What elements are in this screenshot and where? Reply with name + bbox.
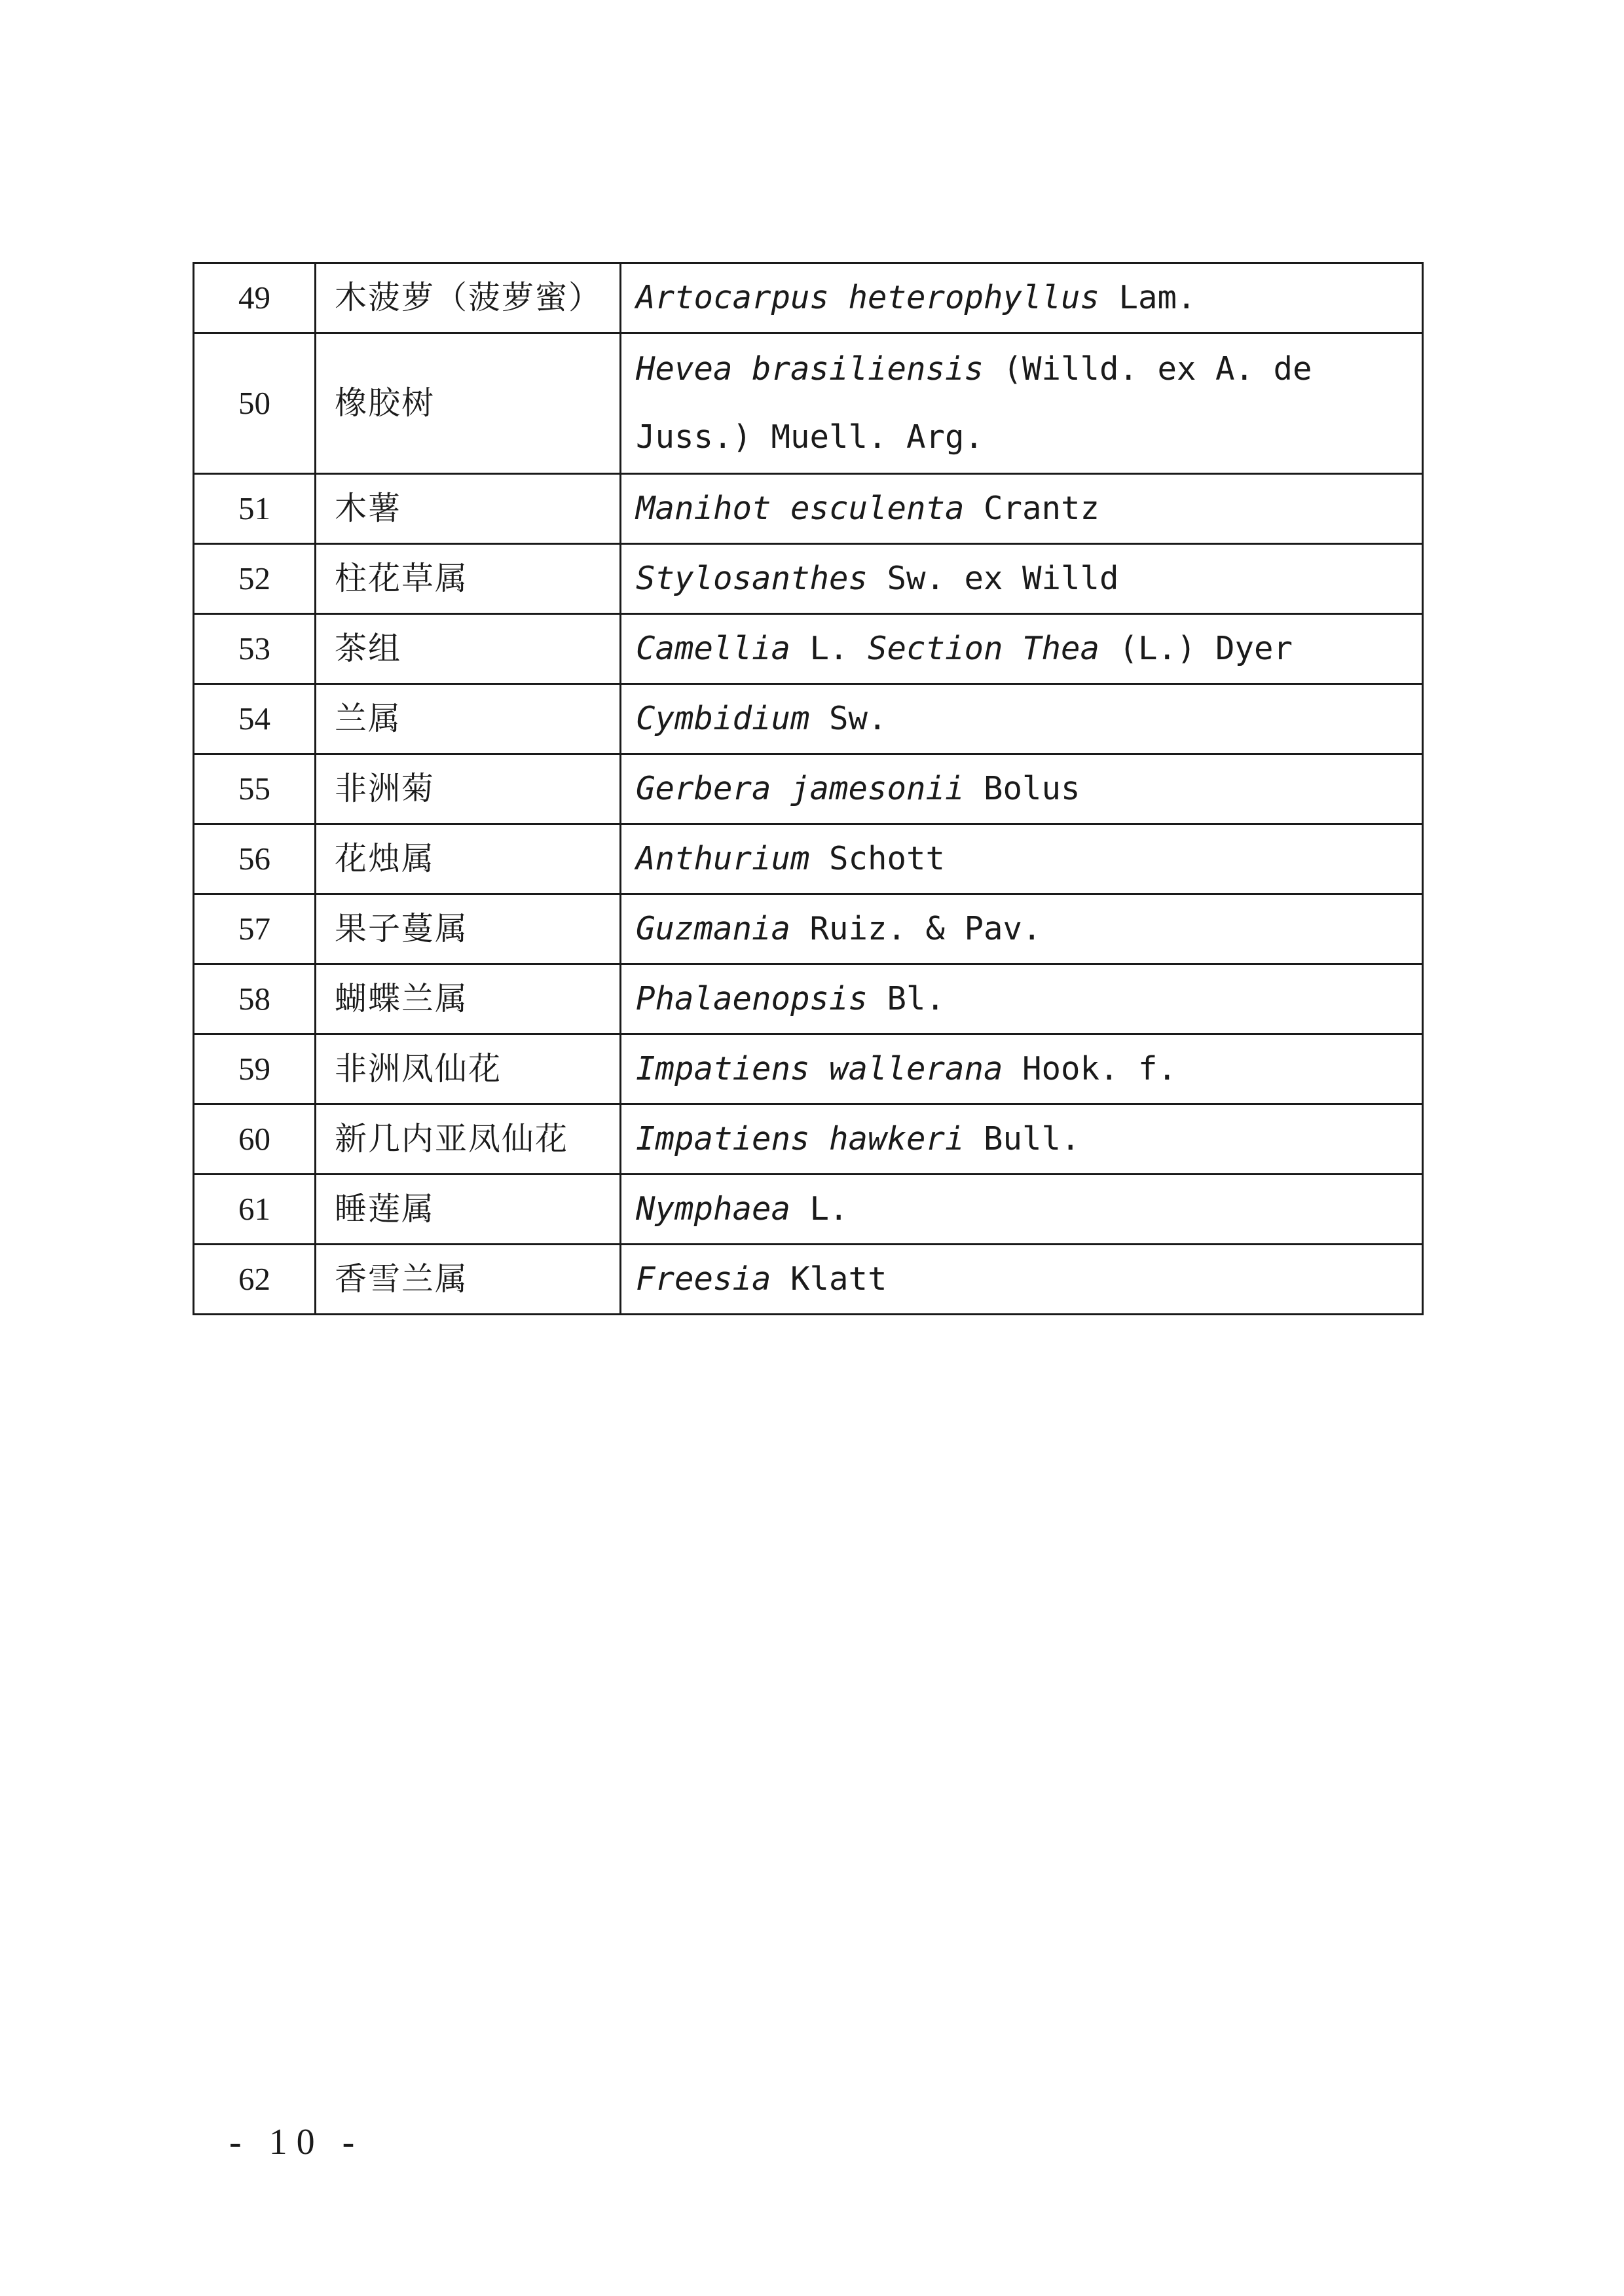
table-row bbox=[194, 474, 1423, 544]
scientific-name-author: L. bbox=[790, 630, 868, 667]
table-row bbox=[194, 544, 1423, 614]
scientific-name bbox=[621, 1175, 1423, 1245]
species-table bbox=[193, 262, 1424, 1315]
scientific-name-italic: Impatiens wallerana bbox=[636, 1050, 1003, 1087]
scientific-name bbox=[621, 474, 1423, 544]
scientific-name-author: Bl. bbox=[868, 980, 946, 1017]
scientific-name bbox=[621, 263, 1423, 333]
row-number: 50 bbox=[194, 333, 316, 474]
scientific-name-italic: Freesia bbox=[636, 1260, 771, 1298]
scientific-name-italic: Cymbidium bbox=[636, 700, 810, 737]
table-row bbox=[194, 614, 1423, 684]
chinese-name: 茶组 bbox=[316, 614, 621, 684]
chinese-name: 香雪兰属 bbox=[316, 1245, 621, 1315]
chinese-name: 柱花草属 bbox=[316, 544, 621, 614]
table-row bbox=[194, 1245, 1423, 1315]
row-number: 51 bbox=[194, 474, 316, 544]
scientific-name-author: (Willd. ex A. de Juss.) Muell. Arg. bbox=[636, 350, 1312, 456]
scientific-name-author: Sw. ex Willd bbox=[868, 560, 1119, 597]
scientific-name-author: Schott bbox=[809, 840, 946, 877]
scientific-name-italic: Hevea brasiliensis bbox=[636, 350, 984, 388]
scientific-name-italic: Anthurium bbox=[636, 840, 810, 877]
scientific-name-author: Hook. f. bbox=[1003, 1050, 1177, 1087]
chinese-name: 花烛属 bbox=[316, 824, 621, 894]
scientific-name-italic: Artocarpus heterophyllus bbox=[636, 279, 1100, 316]
table-row bbox=[194, 894, 1423, 964]
scientific-name bbox=[621, 964, 1423, 1034]
scientific-name bbox=[621, 1104, 1423, 1175]
scientific-name-italic: Stylosanthes bbox=[636, 560, 868, 597]
scientific-name-author: Ruiz. & Pav. bbox=[790, 910, 1042, 947]
scientific-name-author: Crantz bbox=[964, 490, 1100, 527]
scientific-name bbox=[621, 544, 1423, 614]
row-number: 58 bbox=[194, 964, 316, 1034]
chinese-name: 新几内亚凤仙花 bbox=[316, 1104, 621, 1175]
chinese-name: 非洲凤仙花 bbox=[316, 1034, 621, 1104]
chinese-name: 木薯 bbox=[316, 474, 621, 544]
scientific-name-author: Klatt bbox=[771, 1260, 887, 1298]
row-number: 56 bbox=[194, 824, 316, 894]
scientific-name-author: L. bbox=[790, 1190, 849, 1228]
scientific-name bbox=[621, 894, 1423, 964]
row-number: 60 bbox=[194, 1104, 316, 1175]
scientific-name bbox=[621, 1034, 1423, 1104]
row-number: 61 bbox=[194, 1175, 316, 1245]
scientific-name bbox=[621, 1245, 1423, 1315]
row-number: 49 bbox=[194, 263, 316, 333]
chinese-name: 兰属 bbox=[316, 684, 621, 754]
table-row bbox=[194, 1034, 1423, 1104]
scientific-name bbox=[621, 333, 1423, 474]
chinese-name: 非洲菊 bbox=[316, 754, 621, 824]
scientific-name-section-author: (L.) Dyer bbox=[1099, 630, 1293, 667]
scientific-name-author: Lam. bbox=[1099, 279, 1196, 316]
table-row bbox=[194, 1104, 1423, 1175]
chinese-name: 木菠萝（菠萝蜜） bbox=[316, 263, 621, 333]
table-row bbox=[194, 824, 1423, 894]
scientific-name-author: Bull. bbox=[964, 1120, 1080, 1157]
table-row bbox=[194, 684, 1423, 754]
page-number: - 10 - bbox=[229, 2122, 364, 2162]
scientific-name bbox=[621, 614, 1423, 684]
scientific-name-italic: Guzmania bbox=[636, 910, 791, 947]
scientific-name-italic: Gerbera jamesonii bbox=[636, 770, 965, 807]
scientific-name-author: Bolus bbox=[964, 770, 1080, 807]
row-number: 57 bbox=[194, 894, 316, 964]
scientific-name bbox=[621, 824, 1423, 894]
scientific-name-italic: Phalaenopsis bbox=[636, 980, 868, 1017]
row-number: 52 bbox=[194, 544, 316, 614]
scientific-name-section-italic: Section Thea bbox=[868, 630, 1100, 667]
row-number: 54 bbox=[194, 684, 316, 754]
scientific-name-italic: Camellia bbox=[636, 630, 791, 667]
scientific-name bbox=[621, 684, 1423, 754]
table-row bbox=[194, 263, 1423, 333]
row-number: 59 bbox=[194, 1034, 316, 1104]
row-number: 53 bbox=[194, 614, 316, 684]
row-number: 62 bbox=[194, 1245, 316, 1315]
scientific-name-italic: Manihot esculenta bbox=[636, 490, 965, 527]
chinese-name: 蝴蝶兰属 bbox=[316, 964, 621, 1034]
table-row bbox=[194, 964, 1423, 1034]
scientific-name bbox=[621, 754, 1423, 824]
table-row bbox=[194, 1175, 1423, 1245]
chinese-name: 橡胶树 bbox=[316, 333, 621, 474]
chinese-name: 果子蔓属 bbox=[316, 894, 621, 964]
scientific-name-author: Sw. bbox=[809, 700, 887, 737]
table-row bbox=[194, 333, 1423, 474]
table-row bbox=[194, 754, 1423, 824]
row-number: 55 bbox=[194, 754, 316, 824]
scientific-name-italic: Nymphaea bbox=[636, 1190, 791, 1228]
scientific-name-italic: Impatiens hawkeri bbox=[636, 1120, 965, 1157]
chinese-name: 睡莲属 bbox=[316, 1175, 621, 1245]
